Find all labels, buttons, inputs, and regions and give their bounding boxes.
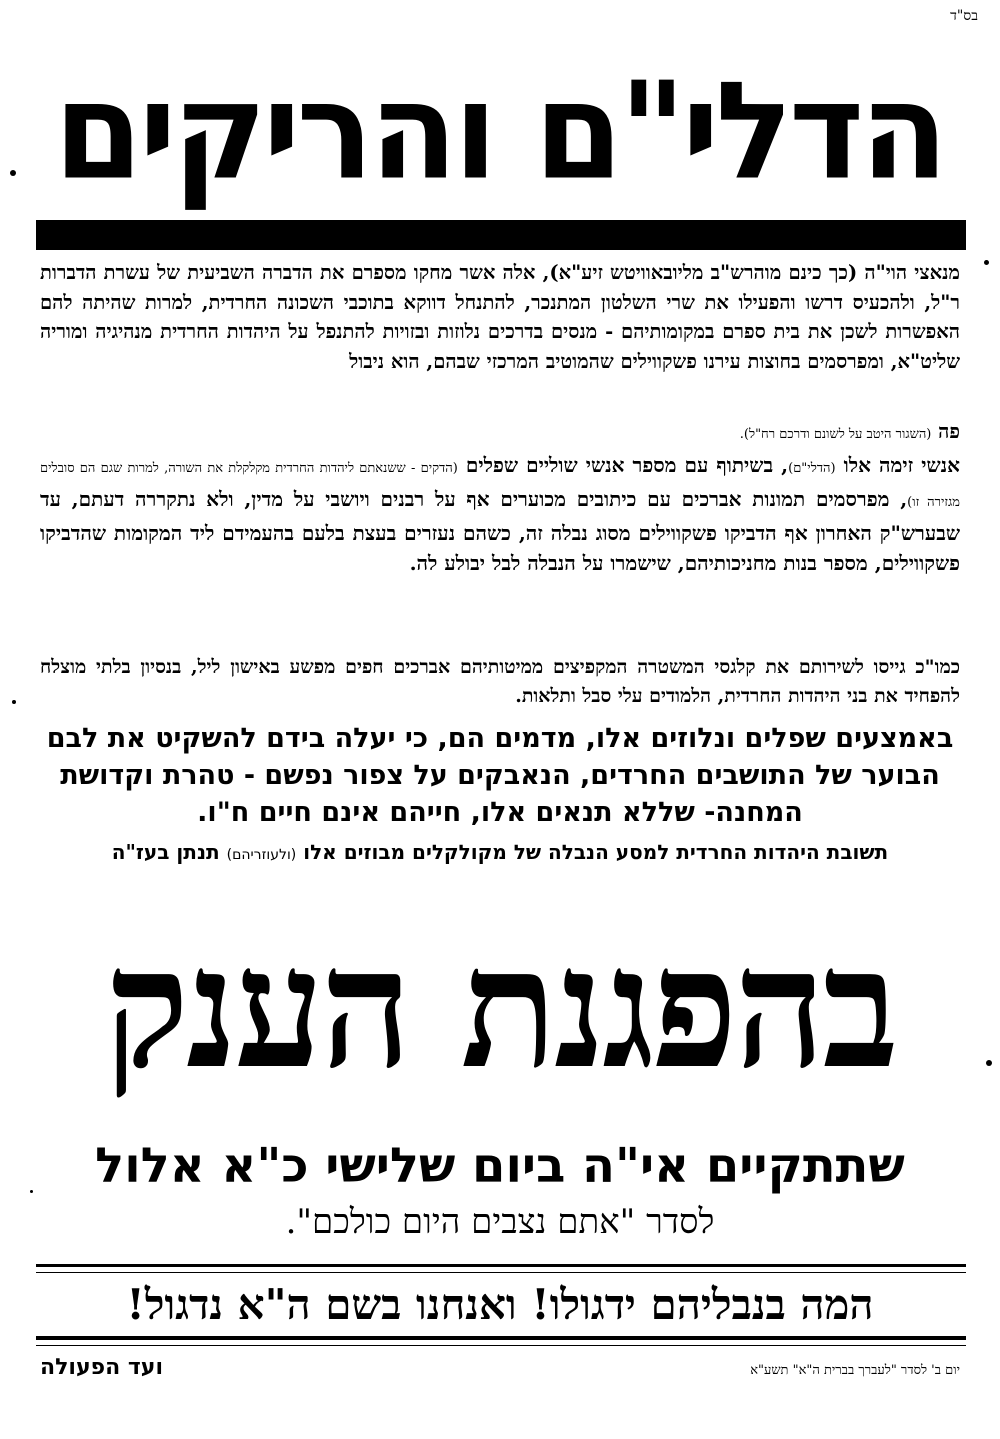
print-speck [986, 1060, 992, 1066]
print-speck [30, 1190, 33, 1193]
bsd-mark: בס"ד [950, 8, 978, 24]
answer-line [40, 840, 960, 864]
answer-note: (ולעוזריהם) [226, 847, 297, 863]
print-speck [12, 700, 16, 704]
paragraph-opening-end-note: (השגור היטב על לשונם ודרכם רח"ל). [739, 427, 932, 442]
event-title: בהפגנת הענק [104, 911, 896, 1106]
event-order: לסדר "אתם נצבים היום כולכם". [285, 1202, 715, 1242]
paragraph-second-mid: , בשיתוף עם מספר אנשי שוליים שפלים [465, 453, 789, 477]
paragraph-second-rest: , מפרסמים תמונות אברכים עם כיתובים מכוערים אף על רבנים ויושבי על מדין, ולא נתקררה דעתם, עד שבערש"ק האחרון אף הדביקו פשקווילים מסוג נבלה זה, כשהם נעזרים בעצת בלעם בהעמידם ליד המקומות שהדביקו פשקווילים, מספר בנות מחניכותיהם, שישמרו על הנבלה לבל יבולע לה. [40, 487, 960, 575]
headline-underline-bar [36, 220, 966, 250]
paragraph-opening-end-word: פה [938, 420, 960, 443]
paragraph-opening-end [740, 420, 960, 444]
dateline: יום ב' לסדר "לעברך בברית ה"א" תשע"א [750, 1363, 960, 1378]
poster-headline: הדלי"ם והריקים [53, 53, 945, 211]
paragraph-third: כמו"כ גייסו לשירותם את קלגסי המשטרה המקפיצים ממיטותיהם אברכים חפים מפשע באישון ליל, בנסיון בלתי מוצלח להפחיד את בני היהדות החרדית, הלמודים עלי סבל ותלאות. [40, 656, 960, 707]
event-date: שתתקיים אי"ה ביום שלישי כ"א אלול [95, 1138, 905, 1194]
divider-bottom-thin [36, 1345, 966, 1346]
print-speck [984, 260, 989, 265]
print-speck [10, 170, 16, 176]
paragraph-second-note1: (הדלי"ם) [788, 461, 836, 476]
answer-end: תנתן בעז"ה [111, 840, 220, 864]
divider-top [36, 1264, 966, 1267]
divider-bottom [36, 1336, 966, 1340]
slogan: המה בנבליהם ידגולו! ואנחנו בשם ה"א נדגול! [126, 1280, 874, 1329]
answer-main: תשובת היהדות החרדית למסע הנבלה של מקולקלים מבוזים אלו [303, 840, 889, 864]
paragraph-opening: מנאצי הוי"ה (כך כינם מוהרש"ב מליובאוויטש זיע"א), אלה אשר מחקו מספרם את הדברה השביעית של עשרת הדברות ר"ל, ולהכעיס דרשו והפעילו את שרי השלטון המתנכר, להתנחל דווקא בתוכבי השכונה החרדית, למרות שהיתה להם האפשרות לשכן את בית ספרם במקומותיהם - מנסים בדרכים נלוזות ובזויות להתנפל על היהדות החרדית מנהיגיה ומוריה שליט"א, ומפרסמים בחוצות עירנו פשקווילים שהמוטיב המרכזי שבהם, הוא ניבול [40, 261, 960, 373]
paragraph-second-note2: (הדקים - ששנאתם ליהדות החרדית מקלקלת את השורה, למרות שגם הם סובלים מגזירה זו) [40, 461, 960, 510]
divider-top-thin [36, 1272, 966, 1273]
signature: ועד הפעולה [40, 1355, 164, 1380]
paragraph-second [40, 450, 960, 578]
emphasis-block: באמצעים שפלים ונלוזים אלו, מדמים הם, כי יעלה בידם להשקיט את לבם הבוער של התושבים החרדים, הנאבקים על צפור נפשם - טהרת וקדושת המחנה- שללא תנאים אלו, חייהם אינם חיים ח"ו. [46, 723, 954, 828]
paragraph-second-start: אנשי זימה אלו [843, 453, 961, 477]
